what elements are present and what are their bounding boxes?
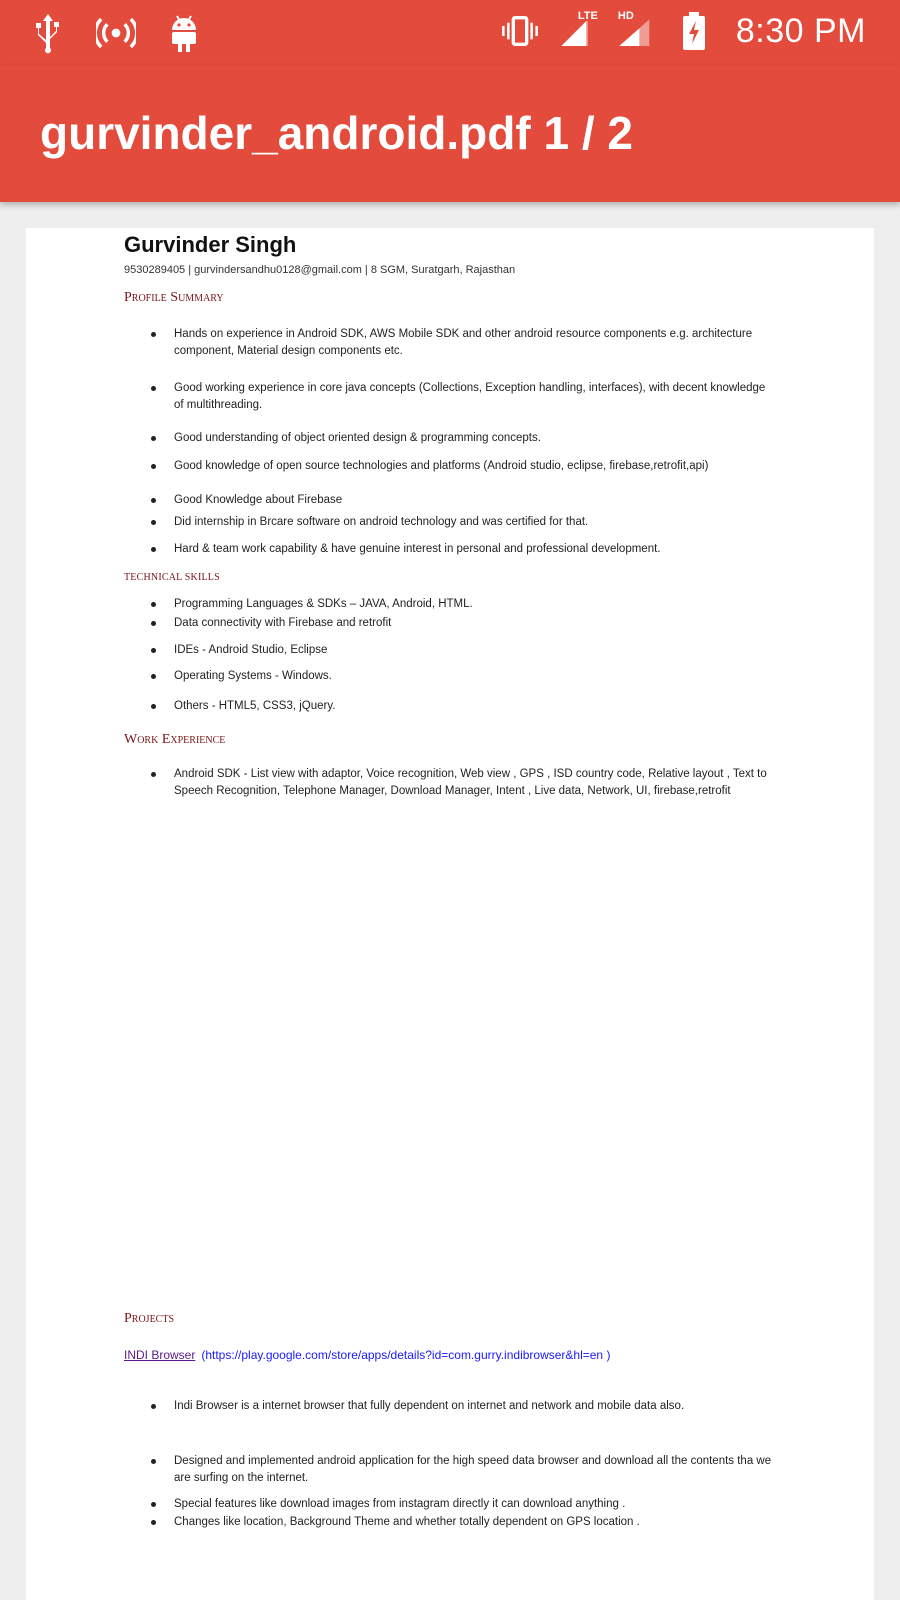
usb-icon — [28, 10, 68, 56]
project-title-link[interactable]: INDI Browser — [124, 1348, 196, 1362]
list-item: Programming Languages & SDKs – JAVA, Android, HTML. — [124, 596, 774, 613]
projects-heading: Projects — [124, 1311, 175, 1326]
project-link-line — [124, 1348, 610, 1362]
list-item: Android SDK - List view with adaptor, Voice recognition, Web view , GPS , ISD country code, Relative layout , Text to Speech Recognition, Telephone Manager, Download Manager, Intent , Live data, Network, UI, firebase,retrofit — [124, 766, 774, 800]
hotspot-icon — [96, 10, 136, 56]
list-item: Good working experience in core java concepts (Collections, Exception handling, interfaces), with decent knowledge of multithreading. — [124, 380, 774, 414]
list-item: IDEs - Android Studio, Eclipse — [124, 642, 774, 659]
battery-charging-icon — [674, 8, 714, 54]
list-item: Data connectivity with Firebase and retrofit — [124, 615, 774, 632]
list-item: Good knowledge of open source technologies and platforms (Android studio, eclipse, firebase,retrofit,api) — [124, 458, 774, 475]
app-bar — [0, 66, 900, 202]
document-title: gurvinder_android.pdf 1 / 2 — [40, 107, 633, 159]
project-url-link[interactable]: (https://play.google.com/store/apps/details?id=com.gurry.indibrowser&hl=en ) — [201, 1348, 611, 1362]
resume-name: Gurvinder Singh — [124, 232, 297, 257]
android-debug-icon — [164, 10, 204, 56]
list-item: Good Knowledge about Firebase — [124, 492, 774, 509]
list-item: Did internship in Brcare software on android technology and was certified for that. — [124, 514, 774, 531]
list-item: Good understanding of object oriented design & programming concepts. — [124, 430, 774, 447]
vibrate-icon — [500, 8, 540, 54]
signal-hd-icon — [616, 8, 656, 54]
work-experience-heading: Work Experience — [124, 732, 226, 747]
profile-summary-heading: Profile Summary — [124, 290, 224, 305]
list-item: Operating Systems - Windows. — [124, 668, 774, 685]
lte-label: LTE — [577, 10, 598, 22]
list-item: Designed and implemented android application for the high speed data browser and download all the contents tha we are surfing on the internet. — [124, 1453, 774, 1487]
pdf-page[interactable] — [26, 228, 874, 1600]
status-bar — [0, 0, 900, 66]
list-item: Others - HTML5, CSS3, jQuery. — [124, 698, 774, 715]
signal-lte-icon — [558, 8, 598, 54]
list-item: Hard & team work capability & have genuine interest in personal and professional development. — [124, 541, 774, 558]
list-item: Changes like location, Background Theme and whether totally dependent on GPS location . — [124, 1514, 774, 1531]
status-clock: 8:30 PM — [735, 11, 866, 50]
hd-label: HD — [617, 10, 634, 22]
list-item: Special features like download images from instagram directly it can download anything . — [124, 1496, 774, 1513]
resume-contact: 9530289405 | gurvindersandhu0128@gmail.com | 8 SGM, Suratgarh, Rajasthan — [124, 264, 516, 276]
list-item: Indi Browser is a internet browser that fully dependent on internet and network and mobile data also. — [124, 1398, 774, 1415]
technical-skills-heading: TECHNICAL SKILLS — [124, 572, 220, 583]
list-item: Hands on experience in Android SDK, AWS Mobile SDK and other android resource components e.g. architecture component, Material design components etc. — [124, 326, 774, 360]
